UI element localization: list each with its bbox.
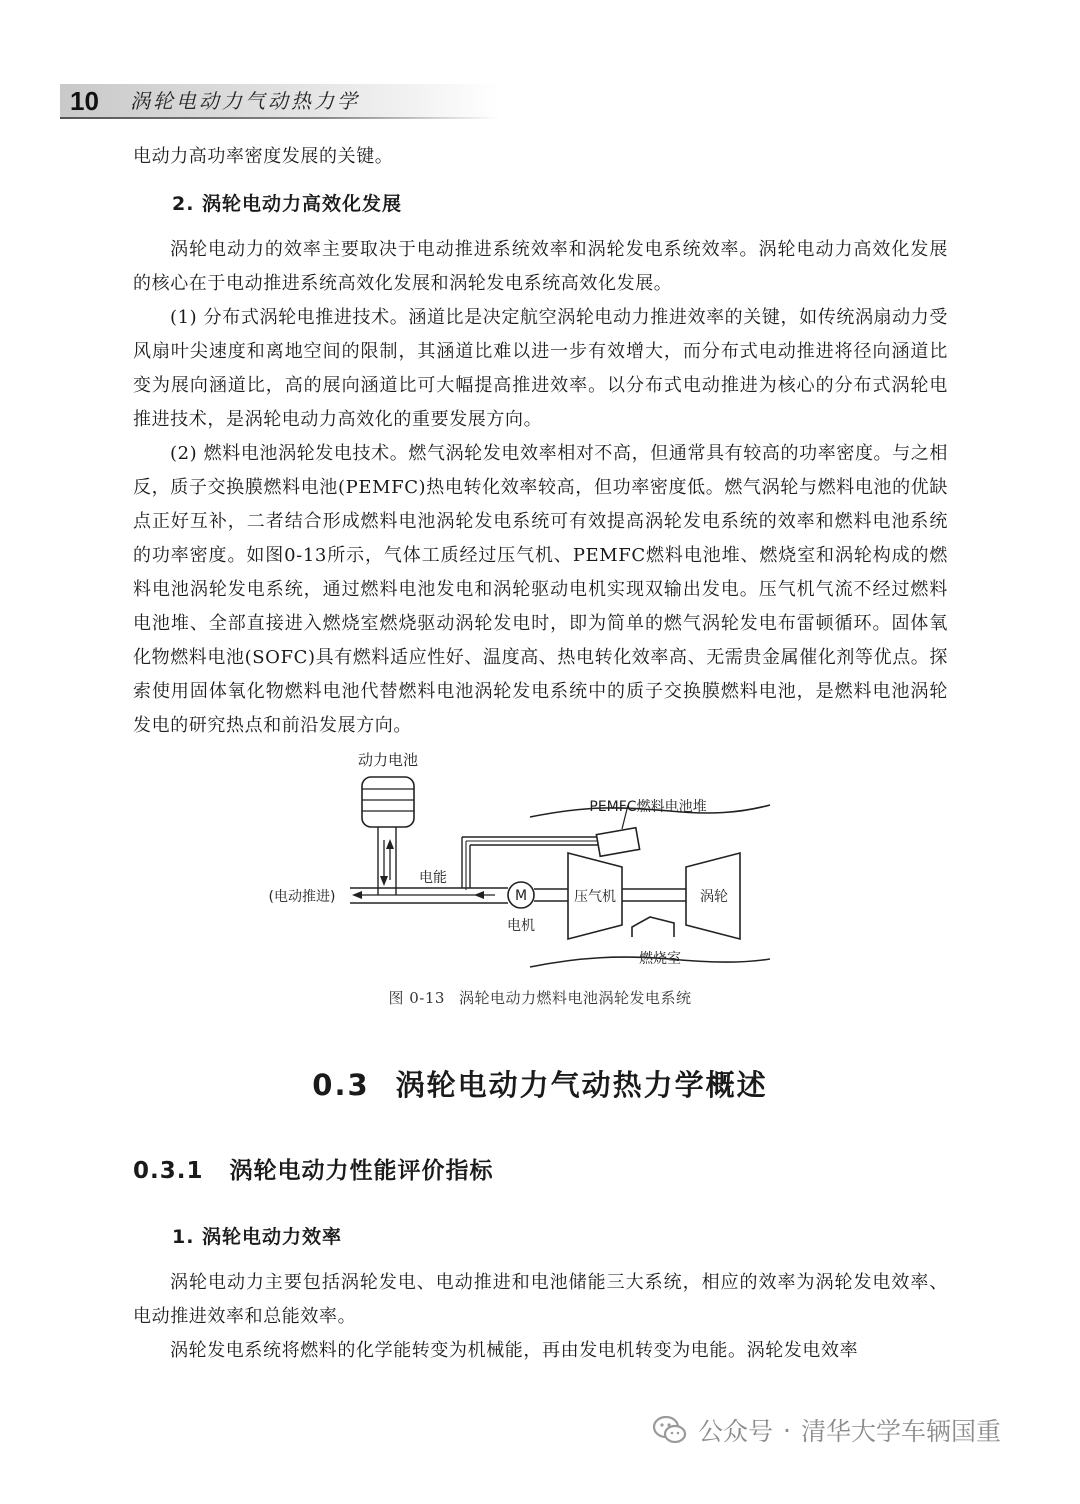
subsection-title — [133, 1152, 494, 1185]
page-number: 10 — [70, 86, 99, 116]
combustor-icon — [632, 917, 674, 937]
motor-symbol: M — [514, 888, 528, 904]
figure-fuel-cell-turbine-system — [250, 745, 770, 975]
battery-icon — [362, 777, 414, 827]
compressor-label: 压气机 — [574, 889, 616, 905]
heading-high-efficiency: 2. 涡轮电动力高效化发展 — [172, 193, 403, 215]
watermark-separator: · — [783, 1415, 791, 1445]
section-title-text: 涡轮电动力气动热力学概述 — [395, 1068, 768, 1102]
battery-label: 动力电池 — [357, 751, 419, 769]
paragraph-efficiency-intro: 涡轮电动力的效率主要取决于电动推进系统效率和涡轮发电系统效率。涡轮电动力高效化发展的核心在于电动推进系统高效化发展和涡轮发电系统高效化发展。 — [133, 239, 948, 294]
subsection-number: 0.3.1 — [133, 1158, 204, 1184]
propulsion-label: (电动推进) — [268, 889, 336, 905]
battery-power-link — [378, 827, 396, 895]
section-title — [0, 1063, 1080, 1104]
electric-bus — [350, 888, 508, 903]
compressor-icon — [568, 853, 622, 939]
section-number: 0.3 — [312, 1068, 370, 1102]
watermark — [652, 1410, 1001, 1450]
figure-caption-text: 涡轮电动力燃料电池涡轮发电系统 — [458, 989, 692, 1007]
figure-caption-number: 图 0-13 — [388, 989, 445, 1007]
paragraph-three-systems: 涡轮电动力主要包括涡轮发电、电动推进和电池储能三大系统，相应的效率为涡轮发电效率、电动推进效率和总能效率。 — [133, 1272, 948, 1327]
paragraph-continuation: 电动力高功率密度发展的关键。 — [133, 146, 394, 167]
turbine-icon — [686, 853, 740, 939]
paragraph-fuel-cell-turbine: (2) 燃料电池涡轮发电技术。燃气涡轮发电效率相对不高，但通常具有较高的功率密度。与之相反，质子交换膜燃料电池(PEMFC)热电转化效率较高，但功率密度低。燃气涡轮与燃料电池的优缺点正好互补，二者结合形成燃料电池涡轮发电系统可有效提高涡轮发电系统的效率和燃料电池系统的功率密度。如图0-13所示，气体工质经过压气机、PEMFC燃料电池堆、燃烧室和涡轮构成的燃料电池涡轮发电系统，通过燃料电池发电和涡轮驱动电机实现双输出发电。压气机气流不经过燃料电池堆、全部直接进入燃烧室燃烧驱动涡轮发电时，即为简单的燃气涡轮发电布雷顿循环。固体氧化物燃料电池(SOFC)具有燃料适应性好、温度高、热电转化效率高、无需贵金属催化剂等优点。探索使用固体氧化物燃料电池代替燃料电池涡轮发电系统中的质子交换膜燃料电池，是燃料电池涡轮发电的研究热点和前沿发展方向。 — [133, 443, 948, 736]
combustor-label: 燃烧室 — [639, 951, 681, 967]
heading-efficiency: 1. 涡轮电动力效率 — [172, 1226, 343, 1248]
turbine-label: 涡轮 — [700, 889, 728, 905]
electric-energy-label: 电能 — [419, 870, 447, 886]
paragraph-distributed-propulsion: (1) 分布式涡轮电推进技术。涵道比是决定航空涡轮电动力推进效率的关键，如传统涡扇动力受风扇叶尖速度和离地空间的限制，其涵道比难以进一步有效增大，而分布式电动推进将径向涵道比变为展向涵道比，高的展向涵道比可大幅提高推进效率。以分布式电动推进为核心的分布式涡轮电推进技术，是涡轮电动力高效化的重要发展方向。 — [133, 307, 948, 430]
wechat-icon — [652, 1412, 688, 1448]
motor-label: 电机 — [507, 918, 535, 934]
subsection-title-text: 涡轮电动力性能评价指标 — [229, 1158, 494, 1184]
paragraph-turbine-generation: 涡轮发电系统将燃料的化学能转变为机械能，再由发电机转变为电能。涡轮发电效率 — [170, 1340, 859, 1361]
running-title: 涡轮电动力气动热力学 — [130, 89, 360, 113]
watermark-account-label: 公众号 — [698, 1417, 774, 1446]
figure-caption — [0, 987, 1080, 1008]
watermark-account-name: 清华大学车辆国重 — [800, 1417, 1001, 1446]
fuel-cell-stack-label: PEMFC燃料电池堆 — [589, 799, 707, 815]
motor-icon — [508, 882, 534, 908]
